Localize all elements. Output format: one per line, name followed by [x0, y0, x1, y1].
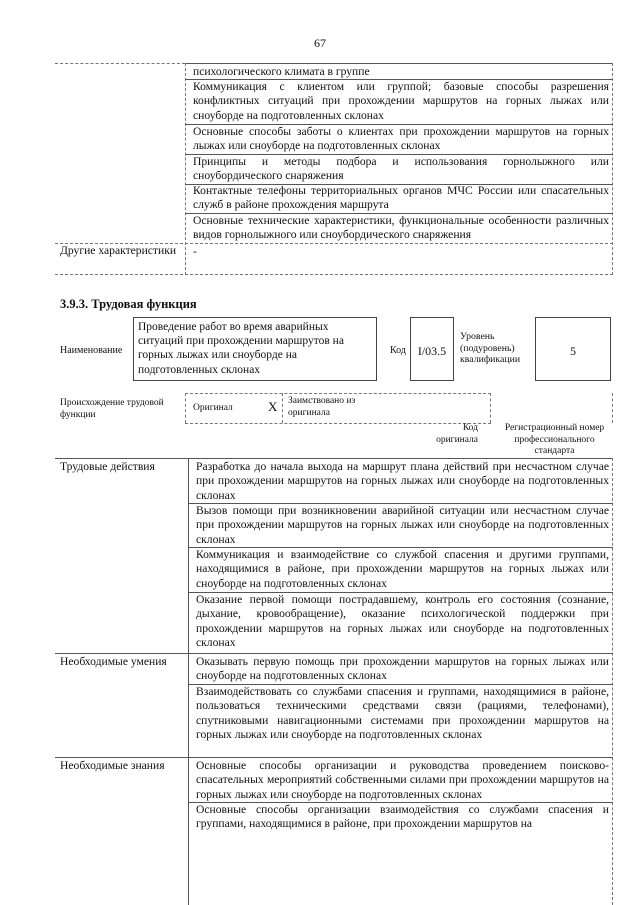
table-cell: Принципы и методы подбора и использования горнолыжного или сноубордического снаряжения	[193, 155, 609, 183]
other-characteristics-value: -	[193, 245, 197, 258]
code-label: Код	[390, 345, 406, 356]
table-border	[185, 63, 613, 64]
table-border	[55, 63, 185, 64]
knowledge-item: Основные способы организации взаимодействия со службами спасения и группами, находящимися в районе, при прохождении маршрутов на	[196, 803, 609, 831]
table-border	[55, 458, 613, 459]
skill-item: Оказывать первую помощь при прохождении маршрутов на горных лыжах или сноуборде на подготовленных склонах	[196, 655, 609, 683]
table-border	[55, 274, 613, 275]
labor-action-item: Оказание первой помощи пострадавшему, контроль его состояния (сознание, дыхание, кровообращение), оказание психологической поддержки при прохождении маршрутов на горных лыжах или сноуборде на подготовленных склонах	[196, 593, 609, 650]
table-cell: Основные технические характеристики, функциональные особенности различных видов горнолыжного или сноубордического снаряжения	[193, 214, 609, 242]
origin-border	[185, 393, 186, 423]
labor-actions-label: Трудовые действия	[60, 460, 155, 473]
skill-item: Взаимодействовать со службами спасения и группами, находящимися в районе, пользоваться техническими средствами связи (рациями, телефонами), спутниковыми навигационными системами при прохождении маршрутов на горных лыжах или сноуборде на подготовленных склонах	[196, 685, 609, 742]
table-cell: Коммуникация с клиентом или группой; базовые способы разрешения конфликтных ситуаций при прохождении маршрутов на горных лыжах или сноуборде на подготовленных склонах	[193, 80, 609, 122]
table-border	[612, 458, 613, 905]
name-label: Наименование	[60, 345, 123, 356]
table-cell: Основные способы заботы о клиентах при прохождении маршрутов на горных лыжах или сноуборде на подготовленных склонах	[193, 125, 609, 153]
level-label: Уровень (подуровень) квалификации	[460, 331, 521, 365]
other-characteristics-label: Другие характеристики	[60, 244, 177, 257]
origin-border	[612, 393, 613, 423]
labor-action-item: Вызов помощи при возникновении аварийной ситуации или несчастном случае при прохождении маршрутов на горных лыжах или сноуборде на подготовленных склонах	[196, 504, 609, 546]
original-label: Оригинал	[193, 403, 233, 413]
reg-number-label: Регистрационный номер профессионального стандарта	[504, 423, 605, 456]
code-value: I/03.5	[417, 344, 447, 358]
origin-label: Происхождение трудовой функции	[60, 398, 164, 420]
skills-label: Необходимые умения	[60, 655, 167, 668]
labor-action-item: Разработка до начала выхода на маршрут плана действий при несчастном случае при прохождении маршрутов на горных лыжах или сноуборде на подготовленных склонах	[196, 460, 609, 502]
origin-border	[490, 393, 491, 423]
page-number: 67	[314, 36, 326, 50]
row-divider	[55, 757, 613, 758]
level-value: 5	[570, 344, 576, 358]
table-cell: Контактные телефоны территориальных органов МЧС России или спасательных служб в районе прохождения маршрута	[193, 184, 609, 212]
function-name: Проведение работ во время аварийных ситуаций при прохождении маршрутов на горных лыжах или сноуборде на подготовленных склонах	[138, 321, 344, 376]
origin-border	[282, 393, 283, 423]
knowledge-item: Основные способы организации и руководства проведением поисково-спасательных мероприятий собственными силами при прохождении маршрутов на горных лыжах или сноуборде на подготовленных склонах	[196, 759, 609, 801]
table-cell: психологического климата в группе	[193, 65, 370, 78]
code-original-label: Код оригинала	[436, 423, 478, 445]
borrowed-label: Заимствовано из оригинала	[288, 396, 356, 418]
labor-action-item: Коммуникация и взаимодействие со службой спасения и другими группами, находящимися в районе, при прохождении маршрутов на горных лыжах или сноуборде на подготовленных склонах	[196, 548, 609, 590]
row-divider	[55, 653, 613, 654]
original-mark: X	[268, 399, 278, 414]
table-border	[188, 458, 189, 905]
origin-border	[185, 393, 491, 394]
knowledge-label: Необходимые знания	[60, 759, 165, 772]
section-title: 3.9.3. Трудовая функция	[60, 297, 197, 311]
